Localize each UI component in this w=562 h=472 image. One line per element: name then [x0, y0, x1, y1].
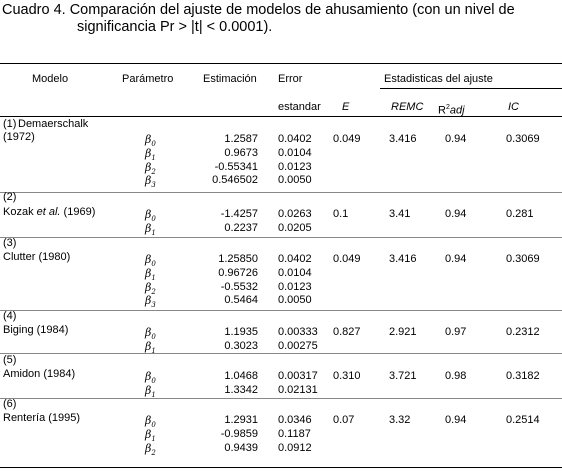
stat-E: 0.07: [333, 414, 355, 426]
estimate-value: 0.9673: [224, 147, 258, 159]
table-caption-line-2: significancia Pr > |t| < 0.0001).: [77, 19, 273, 35]
model-number: (6): [3, 398, 17, 410]
model-name-year: (1969): [60, 206, 96, 218]
stat-REMC: 3.32: [389, 414, 411, 426]
beta-symbol: β: [145, 442, 152, 455]
std-error-value: 0.1187: [278, 428, 311, 440]
header-error: Error: [278, 73, 303, 85]
header-bottom-rule: [0, 116, 562, 117]
beta-symbol: β: [145, 384, 152, 397]
stat-E: 0.827: [333, 326, 361, 338]
model-name-author: Kozak: [3, 206, 37, 218]
std-error-value: 0.0104: [278, 267, 312, 279]
estimate-value: -1.4257: [220, 208, 258, 220]
estimate-value: 1.2931: [224, 414, 258, 426]
header-REMC: REMC: [391, 101, 424, 113]
row-separator: [0, 192, 562, 193]
std-error-value: 0.0050: [278, 174, 312, 186]
beta-symbol: β: [145, 133, 152, 146]
model-name: Amidon (1984): [3, 368, 76, 380]
stat-REMC: 2.921: [389, 326, 417, 338]
std-error-value: 0.0402: [278, 253, 312, 265]
header-R2adj: $R^2adj$: [438, 104, 465, 117]
header-parametro: Parámetro: [122, 73, 174, 85]
std-error-value: 0.0263: [278, 208, 312, 220]
stats-group-rule: [380, 88, 562, 89]
beta-subscript: 1: [151, 435, 156, 443]
estimate-value: 0.96726: [218, 267, 258, 279]
stat-R2adj: 0.94: [445, 253, 467, 265]
row-separator: [0, 310, 562, 311]
model-name-etal: et al.: [36, 206, 61, 218]
estimate-value: 1.0468: [224, 370, 258, 382]
stat-IC: 0.3069: [506, 253, 540, 265]
beta-subscript: 0: [151, 215, 156, 223]
std-error-value: 0.0123: [278, 161, 312, 173]
stat-REMC: 3.416: [389, 133, 417, 145]
model-number: (2): [3, 191, 17, 203]
beta-subscript: 0: [151, 377, 156, 385]
beta-symbol: β: [145, 340, 152, 353]
beta-subscript: 1: [151, 154, 156, 162]
estimate-value: 1.2587: [224, 133, 258, 145]
stat-R2adj: 0.94: [445, 208, 467, 220]
row-separator: [0, 353, 562, 354]
stat-R2adj: 0.94: [445, 133, 467, 145]
model-number: (4): [3, 310, 17, 322]
table-caption-line-1: Cuadro 4. Comparación del ajuste de modelos de ahusamiento (con un nivel de: [2, 2, 515, 18]
row-separator: [0, 237, 562, 238]
estimate-value: 0.546502: [212, 174, 258, 186]
beta-subscript: 1: [151, 391, 156, 399]
parameter-symbol: [145, 174, 156, 192]
std-error-value: 0.00275: [278, 340, 318, 352]
estimate-value: 0.2237: [224, 222, 258, 234]
model-name: Demaerschalk: [18, 118, 89, 130]
beta-symbol: β: [145, 161, 152, 174]
beta-symbol: β: [145, 147, 152, 160]
beta-subscript: 0: [151, 260, 156, 268]
std-error-value: 0.0050: [278, 294, 312, 306]
estimate-value: 1.1935: [224, 326, 258, 338]
estimate-value: 0.9439: [224, 442, 258, 454]
stat-IC: 0.2312: [506, 326, 540, 338]
header-error-estandar: estandar: [278, 101, 321, 113]
model-name: [3, 206, 95, 219]
header-stats-group: Estadisticas del ajuste: [384, 73, 493, 85]
stat-E: 0.049: [333, 133, 361, 145]
stat-REMC: 3.721: [389, 370, 417, 382]
estimate-value: -0.9859: [220, 428, 258, 440]
beta-symbol: β: [145, 267, 152, 280]
header-modelo: Modelo: [32, 73, 69, 85]
beta-symbol: β: [145, 370, 152, 383]
std-error-value: 0.0912: [278, 442, 312, 454]
beta-subscript: 3: [151, 181, 156, 189]
parameter-symbol: [145, 384, 156, 402]
header-E: E: [342, 101, 350, 113]
stat-R2adj: 0.94: [445, 414, 467, 426]
stat-REMC: 3.41: [389, 208, 411, 220]
model-number: (5): [3, 354, 17, 366]
model-name: Rentería (1995): [3, 412, 81, 424]
beta-subscript: 2: [151, 168, 156, 176]
std-error-value: 0.0123: [278, 281, 312, 293]
beta-symbol: β: [145, 326, 152, 339]
row-separator: [0, 398, 562, 399]
beta-symbol: β: [145, 294, 152, 307]
estimate-value: 1.3342: [224, 384, 258, 396]
beta-symbol: β: [145, 174, 152, 187]
beta-subscript: 2: [151, 449, 156, 457]
stat-R2adj: 0.98: [445, 370, 467, 382]
std-error-value: 0.00317: [278, 370, 318, 382]
header-estimacion: Estimación: [203, 73, 257, 85]
model-number: (1): [3, 118, 17, 130]
std-error-value: 0.0346: [278, 414, 312, 426]
std-error-value: 0.0205: [278, 222, 312, 234]
beta-subscript: 2: [151, 288, 156, 296]
stat-E: 0.310: [333, 370, 361, 382]
std-error-value: 0.02131: [278, 384, 318, 396]
estimate-value: 0.3023: [224, 340, 258, 352]
stat-IC: 0.281: [506, 208, 534, 220]
stat-E: 0.049: [333, 253, 361, 265]
stat-IC: 0.3182: [506, 370, 540, 382]
model-name: Biging (1984): [3, 324, 69, 336]
stat-E: 0.1: [333, 208, 349, 220]
model-year: (1972): [3, 131, 35, 143]
parameter-symbol: [145, 442, 156, 460]
beta-subscript: 1: [151, 229, 156, 237]
beta-subscript: 1: [151, 274, 156, 282]
beta-symbol: β: [145, 281, 152, 294]
model-number: (3): [3, 237, 17, 249]
beta-subscript: 3: [151, 301, 156, 309]
stat-IC: 0.3069: [506, 133, 540, 145]
beta-symbol: β: [145, 414, 152, 427]
table-top-rule: [0, 63, 562, 64]
std-error-value: 0.0402: [278, 133, 312, 145]
beta-symbol: β: [145, 208, 152, 221]
std-error-value: 0.0104: [278, 147, 312, 159]
estimate-value: -0.55341: [214, 161, 258, 173]
beta-subscript: 0: [151, 421, 156, 429]
beta-subscript: 0: [151, 333, 156, 341]
table-bottom-rule: [0, 467, 562, 468]
header-IC: IC: [508, 101, 519, 113]
stat-IC: 0.2514: [506, 414, 540, 426]
parameter-symbol: [145, 340, 156, 358]
stat-REMC: 3.416: [389, 253, 417, 265]
beta-subscript: 0: [151, 140, 156, 148]
beta-symbol: β: [145, 222, 152, 235]
estimate-value: -0.5532: [220, 281, 258, 293]
estimate-value: 0.5464: [224, 294, 258, 306]
std-error-value: 0.00333: [278, 326, 318, 338]
model-name: Clutter (1980): [3, 251, 71, 263]
beta-symbol: β: [145, 428, 152, 441]
estimate-value: 1.25850: [218, 253, 258, 265]
beta-subscript: 1: [151, 347, 156, 355]
stat-R2adj: 0.97: [445, 326, 467, 338]
beta-symbol: β: [145, 253, 152, 266]
